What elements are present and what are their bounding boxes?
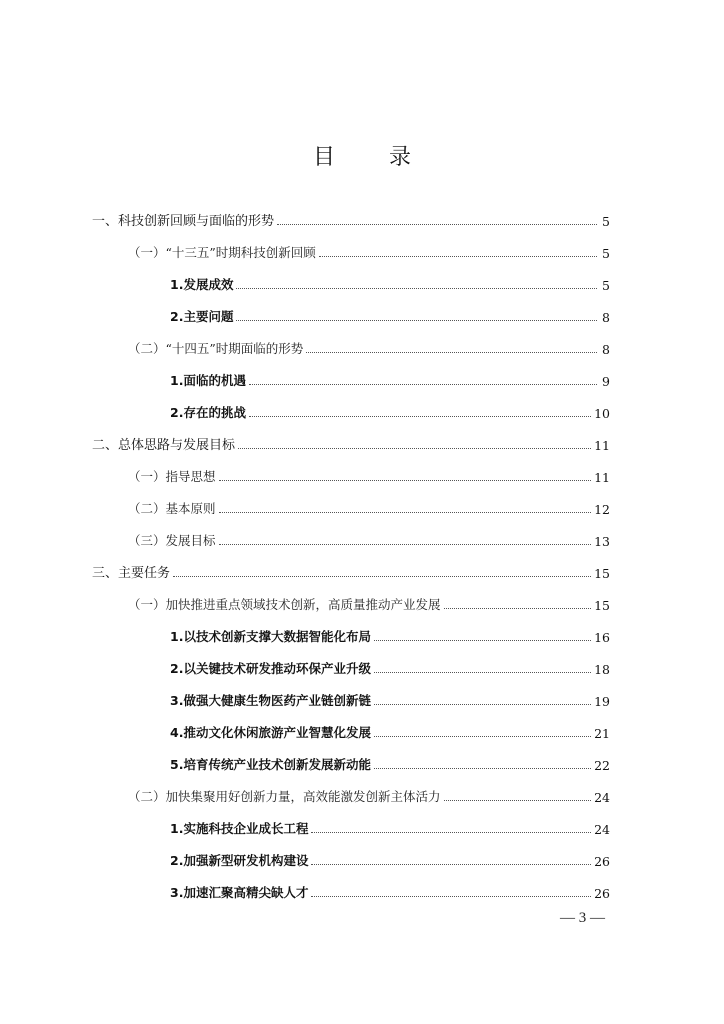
toc-entry-page: 21	[594, 726, 610, 741]
toc-entry-label: 1.面临的机遇	[170, 373, 246, 388]
toc-entry-label: 三、主要任务	[92, 566, 171, 581]
dot-leader	[374, 640, 591, 641]
toc-entry-label: （二）基本原则	[128, 501, 216, 516]
toc-entry[interactable]	[170, 879, 610, 901]
dot-leader	[444, 800, 592, 801]
dot-leader	[173, 576, 591, 577]
toc-entry-page: 19	[594, 694, 610, 709]
toc-entry[interactable]	[170, 367, 610, 389]
page-title: 目 录	[312, 145, 427, 170]
toc-entry-label: 一、科技创新回顾与面临的形势	[92, 214, 275, 229]
toc-entry-page: 11	[594, 438, 610, 453]
page-number: — 3 —	[560, 910, 605, 926]
toc-entry-label: 3.加速汇聚高精尖缺人才	[170, 885, 309, 900]
toc-entry[interactable]	[170, 719, 610, 741]
toc-entry[interactable]	[128, 463, 610, 485]
toc-entry-label: （二）加快集聚用好创新力量，高效能激发创新主体活力	[128, 789, 441, 804]
toc-entry-label: （三）发展目标	[128, 533, 216, 548]
toc-entry[interactable]	[170, 271, 610, 293]
toc-entry-label: 5.培育传统产业技术创新发展新动能	[170, 757, 371, 772]
dot-leader	[444, 608, 592, 609]
toc-entry[interactable]	[170, 815, 610, 837]
dot-leader	[236, 288, 597, 289]
dot-leader	[249, 384, 597, 385]
dot-leader	[277, 224, 597, 225]
toc-entry-page: 8	[602, 310, 610, 325]
toc-entry[interactable]	[92, 559, 610, 581]
toc-entry-page: 10	[594, 406, 610, 421]
dot-leader	[374, 672, 591, 673]
toc-entry-page: 5	[602, 246, 610, 261]
dot-leader	[219, 512, 592, 513]
toc-entry-page: 12	[594, 502, 610, 517]
dot-leader	[249, 416, 591, 417]
toc-entry-label: 二、总体思路与发展目标	[92, 438, 236, 453]
dot-leader	[311, 832, 591, 833]
toc-entry-label: 1.以技术创新支撑大数据智能化布局	[170, 629, 371, 644]
toc-entry[interactable]	[170, 399, 610, 421]
toc-entry[interactable]	[128, 783, 610, 805]
toc-entry[interactable]	[170, 847, 610, 869]
toc-entry-page: 26	[594, 854, 610, 869]
toc-entry[interactable]	[170, 751, 610, 773]
dot-leader	[374, 768, 591, 769]
toc-entry-label: 4.推动文化休闲旅游产业智慧化发展	[170, 725, 371, 740]
toc-entry[interactable]	[170, 303, 610, 325]
toc-entry-page: 9	[602, 374, 610, 389]
dot-leader	[306, 352, 597, 353]
dot-leader	[311, 896, 591, 897]
toc-entry-page: 11	[594, 470, 610, 485]
toc-entry-page: 5	[602, 214, 610, 229]
dot-leader	[311, 864, 591, 865]
toc-entry[interactable]	[128, 495, 610, 517]
toc-entry[interactable]	[128, 527, 610, 549]
toc-entry-page: 24	[594, 822, 610, 837]
toc-entry-label: （一）“十三五”时期科技创新回顾	[128, 245, 316, 260]
toc-entry-page: 18	[594, 662, 610, 677]
toc-entry[interactable]	[128, 335, 610, 357]
toc-entry-page: 24	[594, 790, 610, 805]
toc-entry-page: 13	[594, 534, 610, 549]
dot-leader	[238, 448, 591, 449]
toc-entry-label: （一）指导思想	[128, 469, 216, 484]
dot-leader	[219, 480, 592, 481]
dot-leader	[236, 320, 597, 321]
toc-entry-page: 15	[594, 598, 610, 613]
toc-entry[interactable]	[170, 655, 610, 677]
toc-entry-page: 16	[594, 630, 610, 645]
toc-entry-page: 26	[594, 886, 610, 901]
toc-entry[interactable]	[170, 687, 610, 709]
toc-entry-label: （一）加快推进重点领域技术创新，高质量推动产业发展	[128, 597, 441, 612]
toc-entry-label: 3.做强大健康生物医药产业链创新链	[170, 693, 371, 708]
toc-entry[interactable]	[128, 239, 610, 261]
toc-entry-label: 2.存在的挑战	[170, 405, 246, 420]
toc-entry-page: 5	[602, 278, 610, 293]
toc-entry-page: 8	[602, 342, 610, 357]
toc-entry-page: 22	[594, 758, 610, 773]
toc-entry[interactable]	[170, 623, 610, 645]
dot-leader	[374, 704, 591, 705]
toc-entry-label: 1.实施科技企业成长工程	[170, 821, 309, 836]
toc-entry[interactable]	[92, 431, 610, 453]
toc-entry-label: 2.以关键技术研发推动环保产业升级	[170, 661, 371, 676]
toc-entry-label: 2.加强新型研发机构建设	[170, 853, 309, 868]
dot-leader	[374, 736, 591, 737]
toc-entry[interactable]	[128, 591, 610, 613]
toc-entry-label: 2.主要问题	[170, 309, 234, 324]
toc-entry-label: 1.发展成效	[170, 277, 234, 292]
toc-entry-page: 15	[594, 566, 610, 581]
toc-entry-label: （二）“十四五”时期面临的形势	[128, 341, 304, 356]
toc-entry[interactable]	[92, 207, 610, 229]
dot-leader	[319, 256, 597, 257]
dot-leader	[219, 544, 592, 545]
